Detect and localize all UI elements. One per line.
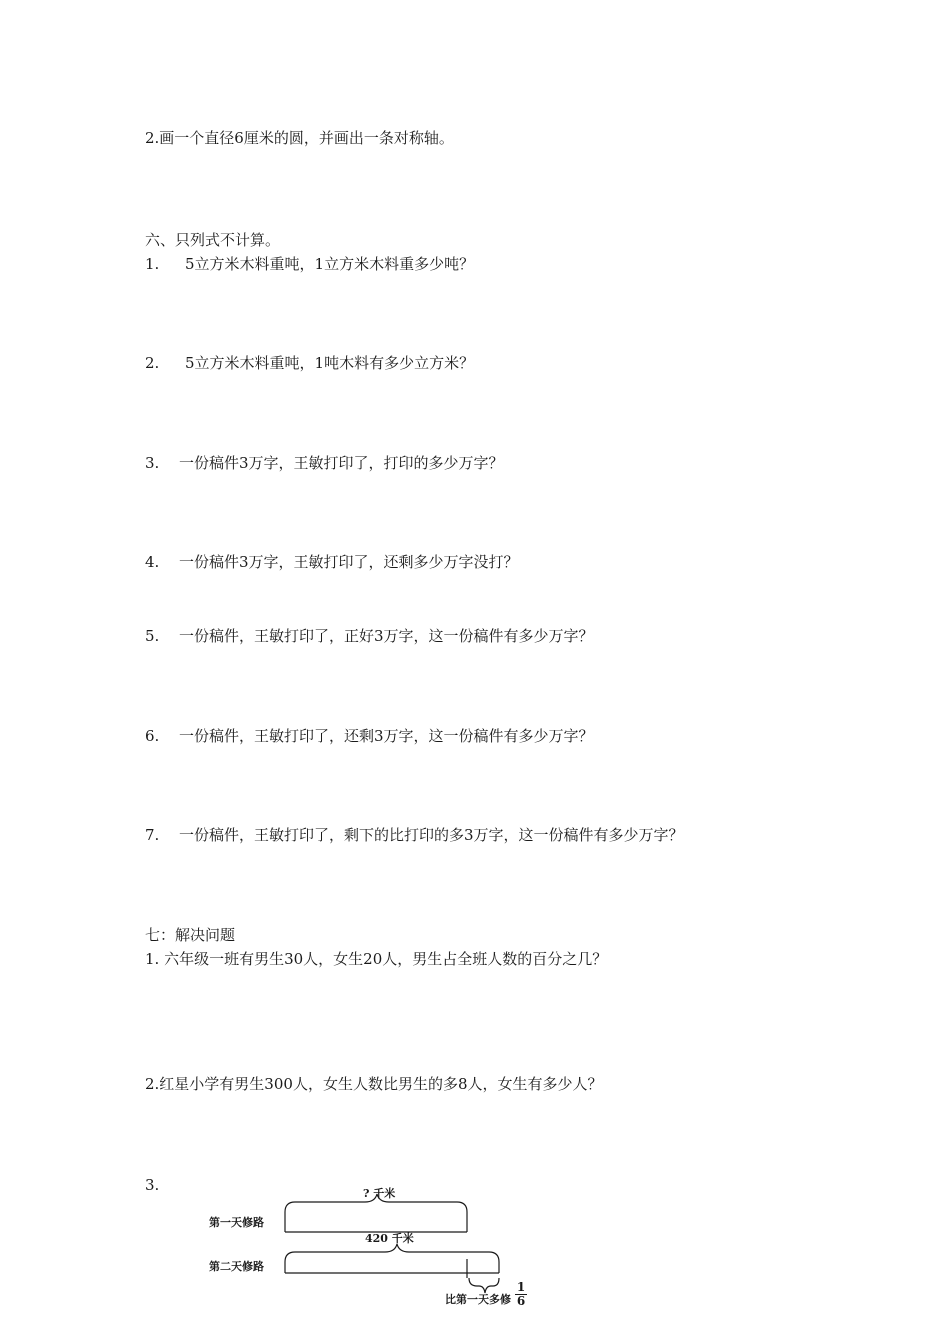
item-number: 4.: [145, 553, 160, 571]
item-text: 5立方米木料重吨，1吨木料有多少立方米？: [185, 354, 475, 372]
fraction-denominator: 6: [516, 1294, 526, 1308]
question-5-2: 2.画一个直径6厘米的圆，并画出一条对称轴。: [145, 129, 454, 147]
list-item: [145, 726, 594, 746]
question-7-1: 1. 六年级一班有男生30人，女生20人，男生占全班人数的百分之几？: [145, 950, 608, 968]
item-text: 一份稿件，王敏打印了，正好3万字，这一份稿件有多少万字？: [179, 627, 594, 645]
item-number: 7.: [145, 826, 160, 844]
compare-label: 比第一天多修: [445, 1293, 511, 1306]
item-number: 2.: [145, 354, 160, 372]
item-number: 3.: [145, 454, 160, 472]
list-item: [145, 626, 594, 646]
item-text: 一份稿件3万字，王敏打印了，打印的多少万字？: [179, 454, 504, 472]
list-item: [145, 254, 474, 274]
fraction-numerator: 1: [516, 1280, 526, 1294]
bottom-brace: [469, 1278, 499, 1293]
list-item: [145, 453, 504, 473]
section-7-title: 七：解决问题: [145, 926, 236, 944]
top-brace-label: ? 千米: [363, 1187, 396, 1200]
line-segment-diagram: [195, 1180, 575, 1330]
section-6-title: 六、只列式不计算。: [145, 231, 281, 249]
question-7-2: 2.红星小学有男生300人，女生人数比男生的多8人，女生有多少人？: [145, 1075, 603, 1093]
item-text: 5立方米木料重吨，1立方米木料重多少吨？: [185, 255, 475, 273]
day1-label: 第一天修路: [209, 1216, 264, 1229]
list-item: [145, 353, 474, 373]
item-number: 1.: [145, 255, 160, 273]
item-text: 一份稿件，王敏打印了，剩下的比打印的多3万字，这一份稿件有多少万字？: [179, 826, 684, 844]
fraction: [514, 1281, 528, 1308]
middle-brace-label: 420 千米: [365, 1232, 414, 1245]
item-text: 一份稿件3万字，王敏打印了，还剩多少万字没打？: [179, 553, 519, 571]
item-number: 5.: [145, 627, 160, 645]
day2-label: 第二天修路: [209, 1260, 264, 1273]
list-item: [145, 552, 519, 572]
question-7-3-number: 3.: [145, 1176, 160, 1194]
item-text: 一份稿件，王敏打印了，还剩3万字，这一份稿件有多少万字？: [179, 727, 594, 745]
item-number: 6.: [145, 727, 160, 745]
list-item: [145, 825, 684, 845]
